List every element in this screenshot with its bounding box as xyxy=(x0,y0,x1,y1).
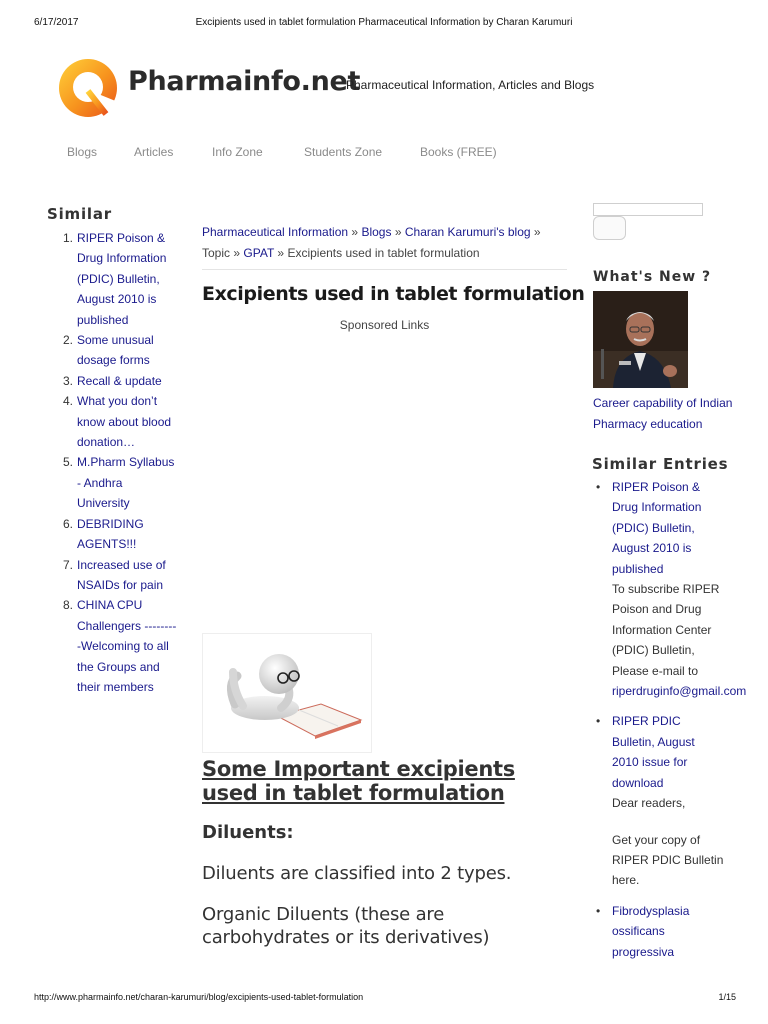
nav-articles[interactable]: Articles xyxy=(134,145,174,159)
similar-item-number: 6. xyxy=(63,516,74,531)
speaker-photo xyxy=(593,291,688,388)
bullet-icon: • xyxy=(596,714,601,729)
site-brand[interactable]: Pharmainfo.net xyxy=(128,66,361,97)
site-tagline: Pharmaceutical Information, Articles and Blogs xyxy=(346,78,595,92)
search-input[interactable] xyxy=(593,203,703,216)
reading-figure-image xyxy=(202,633,372,753)
pharmainfo-logo-icon[interactable] xyxy=(58,58,118,118)
similar-item-number: 7. xyxy=(63,557,74,572)
main-nav xyxy=(0,145,768,163)
similar-list xyxy=(59,228,184,697)
similar-entry-link[interactable]: Fibrodysplasia ossificans progressiva xyxy=(612,903,690,959)
similar-item xyxy=(59,391,184,452)
similar-item xyxy=(59,514,184,555)
print-header xyxy=(0,17,768,31)
print-date: 6/17/2017 xyxy=(34,17,79,28)
similar-item-number: 8. xyxy=(63,598,74,613)
breadcrumb-separator: » xyxy=(277,246,285,260)
whats-new-photo[interactable] xyxy=(593,291,688,388)
similar-entries-list xyxy=(596,477,768,962)
similar-entry xyxy=(596,477,768,701)
similar-entry-link[interactable]: RIPER PDIC Bulletin, August 2010 issue for download xyxy=(612,714,695,790)
article-paragraph: Diluents are classified into 2 types. xyxy=(202,863,512,884)
breadcrumb-topic: Topic xyxy=(202,246,231,260)
nav-students-zone[interactable]: Students Zone xyxy=(304,145,383,159)
similar-item-link[interactable]: CHINA CPU Challengers -------- -Welcoming to all the Groups and their members xyxy=(77,598,177,694)
similar-item-number: 5. xyxy=(63,455,74,470)
breadcrumb-blogs[interactable]: Blogs xyxy=(361,225,392,239)
nav-blogs[interactable]: Blogs xyxy=(67,145,98,159)
similar-entry xyxy=(596,901,768,962)
breadcrumb-author-blog[interactable]: Charan Karumuri's blog xyxy=(404,225,531,239)
similar-item-number: 2. xyxy=(63,333,74,348)
reading-person-illustration xyxy=(203,634,371,752)
similar-entries-heading: Similar Entries xyxy=(592,455,729,473)
whats-new-link[interactable]: Career capability of Indian Pharmacy education xyxy=(593,396,733,431)
similar-entry-link[interactable]: RIPER Poison & Drug Information (PDIC) Bulletin, August 2010 is published xyxy=(612,480,702,576)
similar-item-number: 4. xyxy=(63,394,74,409)
print-footer xyxy=(0,992,768,1006)
similar-item xyxy=(59,555,184,596)
bullet-icon: • xyxy=(596,480,601,494)
similar-item xyxy=(59,330,184,371)
whats-new-heading: What's New ? xyxy=(593,269,712,285)
page-title: Excipients used in tablet formulation xyxy=(202,283,585,305)
similar-entry-summary: To subscribe RIPER Poison and Drug Information Center (PDIC) Bulletin, Please e-mail to riperdruginfo@gmail.com xyxy=(612,582,747,699)
similar-item-link[interactable]: RIPER Poison & Drug Information (PDIC) Bulletin, August 2010 is published xyxy=(77,231,167,327)
similar-item-link[interactable]: What you don’t know about blood donation… xyxy=(77,394,172,450)
similar-item-link[interactable]: Recall & update xyxy=(77,373,162,388)
similar-item-number: 3. xyxy=(63,373,74,388)
similar-heading: Similar xyxy=(47,205,112,223)
similar-entry-summary: Dear readers, Get your copy of RIPER PDIC Bulletin here. xyxy=(612,796,724,888)
breadcrumb-gpat[interactable]: GPAT xyxy=(243,246,275,260)
article-paragraph: Organic Diluents (these are carbohydrates or its derivatives) xyxy=(202,904,490,948)
bullet-icon: • xyxy=(596,903,601,918)
breadcrumb-separator: » xyxy=(533,225,541,239)
similar-item-number: 1. xyxy=(63,231,74,245)
sponsored-links-label: Sponsored Links xyxy=(339,318,430,332)
similar-item-link[interactable]: M.Pharm Syllabus - Andhra University xyxy=(77,455,175,511)
similar-item xyxy=(59,595,184,697)
breadcrumb-separator: » xyxy=(233,246,241,260)
divider xyxy=(202,269,567,270)
print-title: Excipients used in tablet formulation Pharmaceutical Information by Charan Karumuri xyxy=(195,17,573,28)
email-link[interactable]: riperdruginfo@gmail.com xyxy=(612,684,747,699)
similar-item-link[interactable]: DEBRIDING AGENTS!!! xyxy=(77,516,144,552)
diluents-subheading: Diluents: xyxy=(202,822,294,843)
breadcrumb-separator: » xyxy=(351,225,359,239)
breadcrumb-current: Excipients used in tablet formulation xyxy=(287,246,480,260)
breadcrumb xyxy=(202,222,567,264)
search-button[interactable] xyxy=(593,216,626,240)
similar-item-link[interactable]: Some unusual dosage forms xyxy=(77,333,154,368)
nav-books[interactable]: Books (FREE) xyxy=(420,145,497,159)
nav-info-zone[interactable]: Info Zone xyxy=(212,145,263,159)
similar-entry xyxy=(596,711,768,890)
print-page-number: 1/15 xyxy=(718,992,736,1002)
breadcrumb-pharmaceutical-information[interactable]: Pharmaceutical Information xyxy=(202,225,349,239)
print-url: http://www.pharmainfo.net/charan-karumuri/blog/excipients-used-tablet-formulation xyxy=(34,992,364,1002)
similar-item xyxy=(59,228,184,330)
breadcrumb-separator: » xyxy=(394,225,402,239)
similar-item-link[interactable]: Increased use of NSAIDs for pain xyxy=(77,557,166,592)
similar-item xyxy=(59,371,184,391)
article-heading: Some Important excipients used in tablet formulation xyxy=(202,757,515,805)
similar-item xyxy=(59,452,184,513)
